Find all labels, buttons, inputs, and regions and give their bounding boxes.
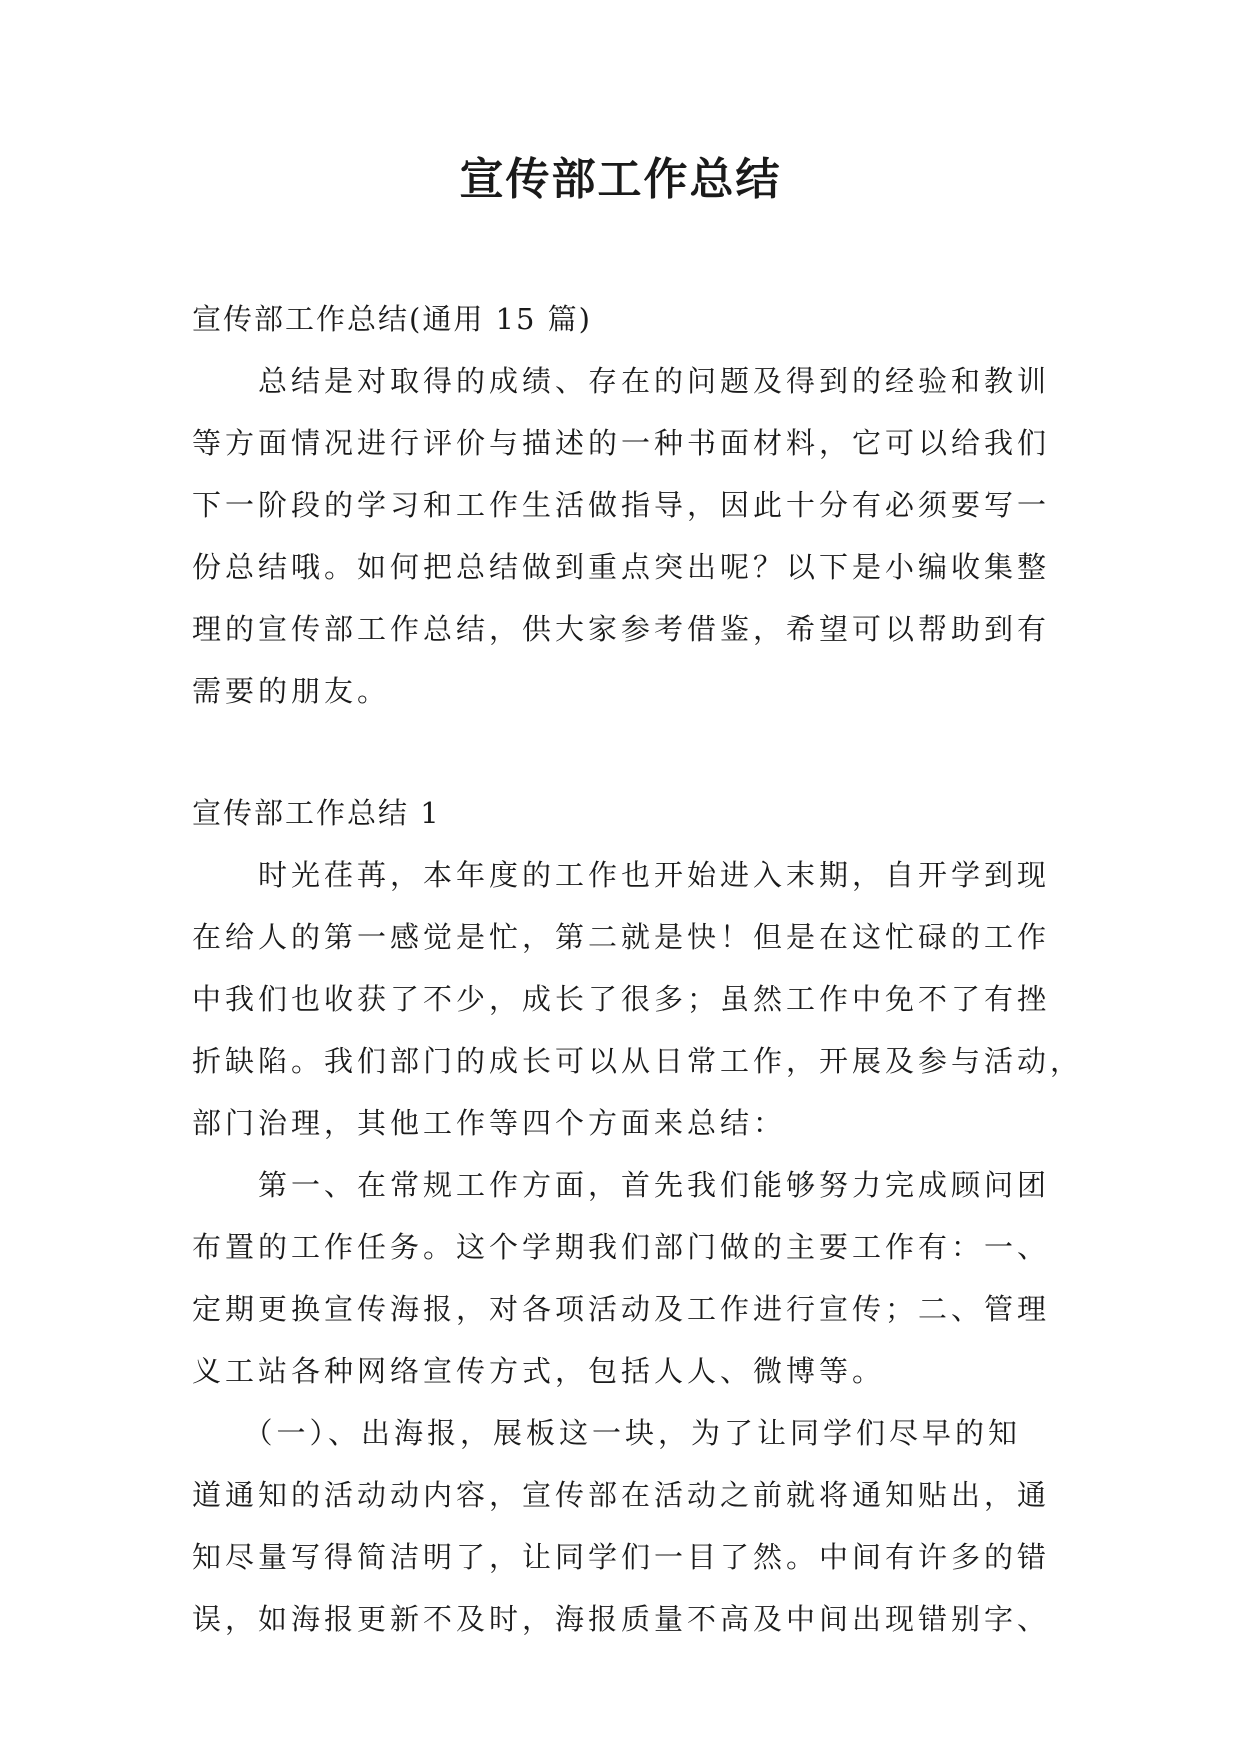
intro-line: 等方面情况进行评价与描述的一种书面材料，它可以给我们 <box>192 426 1051 460</box>
section1-content <box>192 844 1084 1650</box>
intro-line: 需要的朋友。 <box>192 674 391 708</box>
section1-line: 知尽量写得简洁明了，让同学们一目了然。中间有许多的错 <box>192 1540 1051 1574</box>
section1-line: 义工站各种网络宣传方式，包括人人、微博等。 <box>192 1354 886 1388</box>
section1-line: 第一、在常规工作方面，首先我们能够努力完成顾问团 <box>192 1168 1051 1202</box>
section1-heading: 宣传部工作总结 1 <box>192 796 441 830</box>
section-gap <box>192 722 1072 782</box>
section1-line: 折缺陷。我们部门的成长可以从日常工作，开展及参与活动， <box>192 1044 1084 1078</box>
section1-line: 中我们也收获了不少，成长了很多；虽然工作中免不了有挫 <box>192 982 1051 1016</box>
section1-line: 定期更换宣传海报，对各项活动及工作进行宣传；二、管理 <box>192 1292 1051 1326</box>
section1-line: 在给人的第一感觉是忙，第二就是快！但是在这忙碌的工作 <box>192 920 1051 954</box>
section1-line: 部门治理，其他工作等四个方面来总结： <box>192 1106 787 1140</box>
intro-line: 下一阶段的学习和工作生活做指导，因此十分有必须要写一 <box>192 488 1051 522</box>
intro-line: 份总结哦。如何把总结做到重点突出呢？以下是小编收集整 <box>192 550 1051 584</box>
section1-line: 布置的工作任务。这个学期我们部门做的主要工作有：一、 <box>192 1230 1051 1264</box>
section1-line: （一）、出海报，展板这一块，为了让同学们尽早的知 <box>192 1416 1022 1450</box>
section1-line: 道通知的活动动内容，宣传部在活动之前就将通知贴出，通 <box>192 1478 1051 1512</box>
section1-line: 误，如海报更新不及时，海报质量不高及中间出现错别字、 <box>192 1602 1051 1636</box>
section1-line: 时光荏苒，本年度的工作也开始进入末期，自开学到现 <box>192 858 1051 892</box>
document-title: 宣传部工作总结 <box>459 154 782 205</box>
document-subtitle: 宣传部工作总结(通用 15 篇) <box>192 302 592 336</box>
intro-paragraph <box>192 350 1072 722</box>
intro-line: 理的宣传部工作总结，供大家参考借鉴，希望可以帮助到有 <box>192 612 1051 646</box>
intro-line: 总结是对取得的成绩、存在的问题及得到的经验和教训 <box>192 364 1051 398</box>
document-body <box>192 288 1084 1650</box>
